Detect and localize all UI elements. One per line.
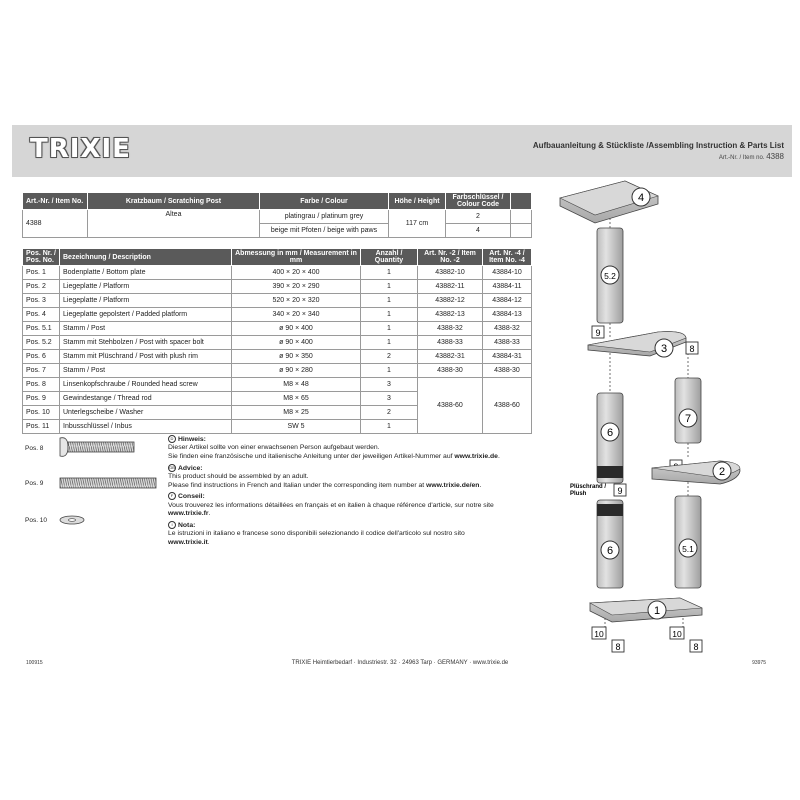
- cell-item-no-4: 43884-13: [483, 308, 532, 322]
- cell-pos: Pos. 8: [23, 378, 60, 392]
- label-pos5-1: 5.1: [682, 544, 694, 554]
- blank-cell-2: [511, 224, 532, 238]
- cell-pos: Pos. 2: [23, 280, 60, 294]
- cell-quantity: 1: [361, 266, 418, 280]
- label-pos1: 1: [653, 605, 661, 617]
- cell-item-no-2: 4388-32: [418, 322, 483, 336]
- th-item-no-4: Art. Nr. -4 / Item No. -4: [483, 249, 532, 266]
- callout-8b: 8: [615, 642, 621, 652]
- cell-measurement: ø 90 × 400: [232, 322, 361, 336]
- article-number: Art.-Nr. / Item no. 4388: [718, 152, 784, 161]
- link-trixie-de[interactable]: www.trixie.de: [454, 452, 498, 460]
- cell-measurement: ø 90 × 350: [232, 350, 361, 364]
- height-cell: 117 cm: [389, 210, 446, 238]
- cell-quantity: 1: [361, 420, 418, 434]
- th-colour: Farbe / Colour: [260, 193, 389, 210]
- th-item-no: Art.-Nr. / Item No.: [23, 193, 88, 210]
- washer-icon: [58, 513, 88, 527]
- cell-quantity: 2: [361, 406, 418, 420]
- table-row: [23, 378, 532, 392]
- trixie-logo: TRIXIE: [30, 134, 131, 164]
- table-row: [23, 308, 532, 322]
- callout-8c: 8: [693, 642, 699, 652]
- label-pos2: 2: [718, 466, 726, 478]
- cell-description: Unterlegscheibe / Washer: [60, 406, 232, 420]
- label-pos5-2: 5.2: [604, 271, 616, 281]
- instruction-notes: [168, 435, 548, 549]
- cell-item-no-2: 4388-33: [418, 336, 483, 350]
- cell-pos: Pos. 4: [23, 308, 60, 322]
- table-row: [23, 280, 532, 294]
- cell-measurement: M8 × 48: [232, 378, 361, 392]
- note-german: D Hinweis: Dieser Artikel sollte von einer erwachsenen Person aufgebaut werden. Sie finden eine französische und italienische Anleitung unter der jeweiligen Artikel-Nummer auf www.trixie.de.: [168, 435, 500, 460]
- cell-description: Liegeplatte gepolstert / Padded platform: [60, 308, 232, 322]
- cell-item-no-2: 43882-11: [418, 280, 483, 294]
- cell-quantity: 3: [361, 378, 418, 392]
- rounded-head-screw-icon: [58, 436, 138, 458]
- post-7-part: [675, 378, 701, 443]
- colour-code-cell-1: 2: [446, 210, 511, 224]
- cell-hardware-item-no-4: 4388-60: [483, 378, 532, 434]
- cell-pos: Pos. 6: [23, 350, 60, 364]
- cell-item-no-4: 4388-32: [483, 322, 532, 336]
- table-row: [23, 350, 532, 364]
- cell-pos: Pos. 5.1: [23, 322, 60, 336]
- flag-fr-icon: F: [168, 492, 176, 500]
- hardware-label-pos10: Pos. 10: [25, 517, 48, 524]
- blank-cell-1: [511, 210, 532, 224]
- note-french: F Conseil: Vous trouverez les informations détaillées en français et en italien à chaque référence d'article, sur notre site www.trixie.fr.: [168, 492, 494, 518]
- link-trixie-it[interactable]: www.trixie.it: [168, 538, 208, 546]
- table-row: [23, 322, 532, 336]
- note-english: GB Advice: This product should be assembled by an adult. Please find instructions in French and Italian under the corresponding item number at www.trixie.de/en.: [168, 464, 482, 489]
- cell-description: Linsenkopfschraube / Rounded head screw: [60, 378, 232, 392]
- cell-item-no-4: 43884-31: [483, 350, 532, 364]
- cell-pos: Pos. 10: [23, 406, 60, 420]
- label-pos6-lower: 6: [606, 545, 614, 557]
- note-italian: I Nota: Le istruzioni in italiano e francese sono disponibili selezionando il codice dell'articolo sul nostro sito www.trixie.it.: [168, 521, 465, 546]
- th-colour-code: Farbschlüssel / Colour Code: [446, 193, 511, 210]
- cell-quantity: 2: [361, 350, 418, 364]
- th-description: Bezeichnung / Description: [60, 249, 232, 266]
- footer-code-right: 93975: [752, 660, 766, 666]
- th-pos-no: Pos. Nr. / Pos. No.: [23, 249, 60, 266]
- cell-item-no-2: 43882-10: [418, 266, 483, 280]
- cell-description: Inbusschlüssel / Inbus: [60, 420, 232, 434]
- cell-item-no-4: 43884-11: [483, 280, 532, 294]
- parts-table-body: [23, 266, 532, 434]
- cell-item-no-4: 4388-30: [483, 364, 532, 378]
- post-6-lower-part: [597, 500, 623, 588]
- cell-description: Liegeplatte / Platform: [60, 280, 232, 294]
- table-row: [23, 294, 532, 308]
- cell-item-no-4: 43884-12: [483, 294, 532, 308]
- callout-10a: 10: [594, 629, 604, 639]
- post-5-2-part: [597, 228, 623, 323]
- cell-hardware-item-no-2: 4388-60: [418, 378, 483, 434]
- label-pos4: 4: [637, 192, 645, 204]
- link-trixie-en[interactable]: www.trixie.de/en: [426, 481, 480, 489]
- label-pos6-upper: 6: [606, 427, 614, 439]
- hardware-label-pos9: Pos. 9: [25, 480, 44, 487]
- flag-de-icon: D: [168, 435, 176, 443]
- cell-pos: Pos. 5.2: [23, 336, 60, 350]
- th-measurement: Abmessung in mm / Measurement in mm: [232, 249, 361, 266]
- cell-measurement: 390 × 20 × 290: [232, 280, 361, 294]
- document-title: Aufbauanleitung & Stückliste /Assembling Instruction & Parts List: [532, 141, 784, 150]
- cell-pos: Pos. 3: [23, 294, 60, 308]
- header-bar: [12, 125, 792, 177]
- cell-measurement: 340 × 20 × 340: [232, 308, 361, 322]
- cell-measurement: M8 × 25: [232, 406, 361, 420]
- callout-8a: 8: [689, 344, 695, 354]
- padded-platform-part: [560, 181, 658, 223]
- cell-measurement: M8 × 65: [232, 392, 361, 406]
- parts-table: [22, 248, 532, 434]
- colour-cell-2: beige mit Pfoten / beige with paws: [260, 224, 389, 238]
- cell-quantity: 1: [361, 294, 418, 308]
- cell-description: Bodenplatte / Bottom plate: [60, 266, 232, 280]
- cell-measurement: ø 90 × 400: [232, 336, 361, 350]
- cell-pos: Pos. 7: [23, 364, 60, 378]
- post-5-1-part: [675, 496, 701, 588]
- cell-item-no-2: 43882-31: [418, 350, 483, 364]
- cell-quantity: 1: [361, 308, 418, 322]
- label-pos3: 3: [660, 343, 668, 355]
- footer-address: TRIXIE Heimtierbedarf · Industriestr. 32 · 24963 Tarp · GERMANY · www.trixie.de: [291, 660, 509, 666]
- cell-description: Gewindestange / Thread rod: [60, 392, 232, 406]
- post-6-upper-part: [597, 393, 623, 483]
- platform-pos2-part: [652, 461, 740, 484]
- colour-cell-1: platingrau / platinum grey: [260, 210, 389, 224]
- cell-description: Stamm mit Stehbolzen / Post with spacer bolt: [60, 336, 232, 350]
- cell-quantity: 1: [361, 280, 418, 294]
- cell-measurement: ø 90 × 280: [232, 364, 361, 378]
- table-row: [23, 364, 532, 378]
- callout-9a: 9: [595, 328, 601, 338]
- cell-measurement: 400 × 20 × 400: [232, 266, 361, 280]
- cell-item-no-4: 43884-10: [483, 266, 532, 280]
- assembly-diagram: [540, 178, 790, 658]
- item-no-cell: 4388: [23, 210, 88, 238]
- th-blank: [511, 193, 532, 210]
- cell-description: Stamm mit Plüschrand / Post with plush rim: [60, 350, 232, 364]
- cell-quantity: 1: [361, 364, 418, 378]
- flag-gb-icon: GB: [169, 464, 175, 470]
- cell-quantity: 3: [361, 392, 418, 406]
- table-row: [23, 266, 532, 280]
- item-name-cell: Altea: [88, 210, 260, 238]
- cell-item-no-2: 43882-13: [418, 308, 483, 322]
- cell-item-no-4: 4388-33: [483, 336, 532, 350]
- plush-label-line2: Plush: [570, 491, 587, 497]
- cell-measurement: SW 5: [232, 420, 361, 434]
- cell-pos: Pos. 1: [23, 266, 60, 280]
- cell-quantity: 1: [361, 336, 418, 350]
- cell-description: Stamm / Post: [60, 364, 232, 378]
- cell-item-no-2: 4388-30: [418, 364, 483, 378]
- footer-code-left: 100915: [26, 660, 43, 666]
- hardware-label-pos8: Pos. 8: [25, 445, 44, 452]
- cell-pos: Pos. 9: [23, 392, 60, 406]
- th-scratching-post: Kratzbaum / Scratching Post: [88, 193, 260, 210]
- item-table: [22, 192, 532, 238]
- label-pos7: 7: [684, 413, 692, 425]
- cell-description: Liegeplatte / Platform: [60, 294, 232, 308]
- cell-quantity: 1: [361, 322, 418, 336]
- flag-it-icon: I: [168, 521, 176, 529]
- th-quantity: Anzahl / Quantity: [361, 249, 418, 266]
- th-item-no-2: Art. Nr. -2 / Item No. -2: [418, 249, 483, 266]
- cell-pos: Pos. 11: [23, 420, 60, 434]
- colour-code-cell-2: 4: [446, 224, 511, 238]
- cell-item-no-2: 43882-12: [418, 294, 483, 308]
- cell-measurement: 520 × 20 × 320: [232, 294, 361, 308]
- callout-10b: 10: [672, 629, 682, 639]
- th-height: Höhe / Height: [389, 193, 446, 210]
- bottom-plate-part: [590, 598, 702, 622]
- plush-label-line1: Plüschrand /: [570, 484, 607, 490]
- thread-rod-icon: [58, 476, 158, 490]
- table-row: [23, 336, 532, 350]
- link-trixie-fr[interactable]: www.trixie.fr: [168, 510, 209, 518]
- cell-description: Stamm / Post: [60, 322, 232, 336]
- callout-9c: 9: [617, 486, 623, 496]
